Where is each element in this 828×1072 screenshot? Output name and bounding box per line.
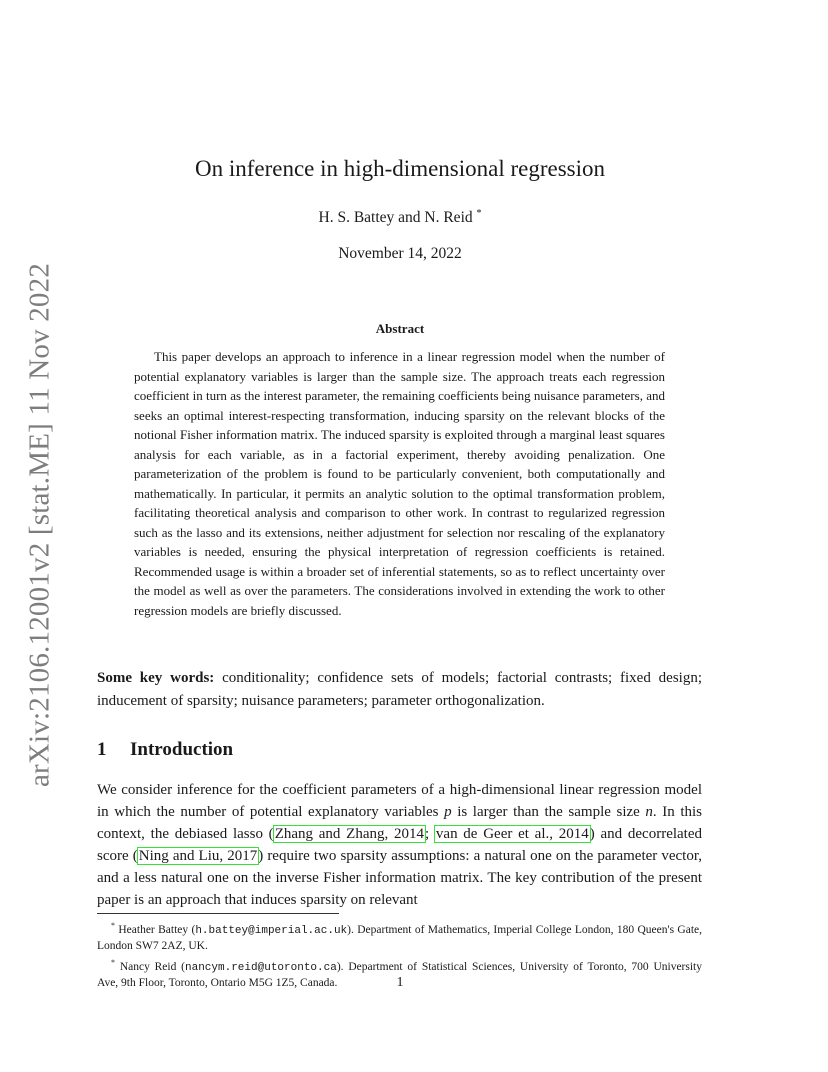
paper-title: On inference in high-dimensional regression bbox=[194, 156, 606, 181]
keywords-paragraph bbox=[97, 667, 702, 713]
intro-text: ) require two sparsity assumptions: a natural one on the parameter vector, and a less natural one on the inverse Fisher information matrix. The key contribution of the present paper is an approach that induces sparsity on relevant bbox=[97, 848, 702, 908]
citation-link-van-de-geer[interactable]: van de Geer et al., 2014 bbox=[435, 826, 589, 842]
footnote-battey bbox=[97, 918, 702, 955]
footnote-text: ). Department of Statistical Sciences, University of Toronto, 700 University Ave, 9th Floor, Toronto, Ontario M5G 1Z5, Canada. bbox=[97, 960, 702, 990]
intro-text: . In this context, the debiased lasso ( bbox=[97, 804, 703, 842]
author-footnote-mark[interactable]: * bbox=[476, 208, 482, 219]
math-n: n bbox=[645, 804, 653, 820]
section-number: 1 bbox=[97, 739, 107, 760]
page-number: 1 bbox=[396, 975, 404, 990]
email-battey[interactable]: h.battey@imperial.ac.uk bbox=[195, 924, 348, 937]
abstract-body: This paper develops an approach to inference in a linear regression model when the number of potential explanatory variables is larger than the sample size. The approach treats each regression coefficient in turn as the interest parameter, the remaining coefficients being nuisance parameters, and seeks an optimal interest-respecting transformation, inducing sparsity on the relevant blocks of the notional Fisher information matrix. The induced sparsity is exploited through a marginal least squares analysis for each variable, as in a factorial experiment, thereby avoiding penalization. One parameterization of the problem is found to be particularly convenient, both computationally and mathematically. In particular, it permits an analytic solution to the optimal transformation problem, facilitating theoretical analysis and comparison to other work. In contrast to regularized regression such as the lasso and its extensions, neither adjustment for selection nor rescaling of the explanatory variables is needed, ensuring the physical interpretation of regression coefficients is retained. Recommended usage is within a broader set of inferential statements, so as to reflect uncertainty over the model as well as over the parameters. The considerations involved in extending the work to other regression models are briefly discussed. bbox=[134, 349, 665, 618]
paper-date: November 14, 2022 bbox=[338, 245, 462, 262]
intro-text: ) and decorrelated score ( bbox=[97, 826, 703, 864]
arxiv-side-stamp: arXiv:2106.12001v2 [stat.ME] 11 Nov 2022 bbox=[23, 262, 56, 788]
citation-link-ning-liu[interactable]: Ning and Liu, 2017 bbox=[138, 848, 258, 864]
intro-text: is larger than the sample size bbox=[451, 804, 646, 820]
citation-link-zhang-zhang[interactable]: Zhang and Zhang, 2014 bbox=[274, 826, 424, 842]
math-p: p bbox=[444, 804, 452, 820]
section-heading-introduction bbox=[97, 739, 233, 761]
abstract-heading: Abstract bbox=[375, 321, 425, 336]
footnote-text: ). Department of Mathematics, Imperial College London, 180 Queen's Gate, London SW7 2AZ, UK. bbox=[97, 923, 702, 953]
footnote-mark: * bbox=[111, 957, 115, 967]
keywords-label: Some key words: bbox=[97, 670, 215, 686]
section-title: Introduction bbox=[130, 739, 234, 760]
email-reid[interactable]: nancym.reid@utoronto.ca bbox=[185, 961, 337, 974]
introduction-paragraph bbox=[97, 779, 702, 911]
author-names: H. S. Battey and N. Reid bbox=[318, 209, 473, 227]
footnote-divider bbox=[97, 913, 339, 914]
footnote-mark: * bbox=[111, 921, 115, 930]
paper-authors bbox=[0, 208, 800, 227]
footnote-text: Nancy Reid ( bbox=[119, 960, 185, 973]
intro-text: ; bbox=[424, 826, 435, 842]
footnote-text: Heather Battey ( bbox=[118, 923, 196, 936]
intro-text: We consider inference for the coefficient parameters of a high-dimensional linear regression model in which the number of potential explanatory variables bbox=[97, 782, 702, 820]
keywords-text: conditionality; confidence sets of models; factorial contrasts; fixed design; inducement of sparsity; nuisance parameters; parameter orthogonalization. bbox=[97, 670, 702, 709]
